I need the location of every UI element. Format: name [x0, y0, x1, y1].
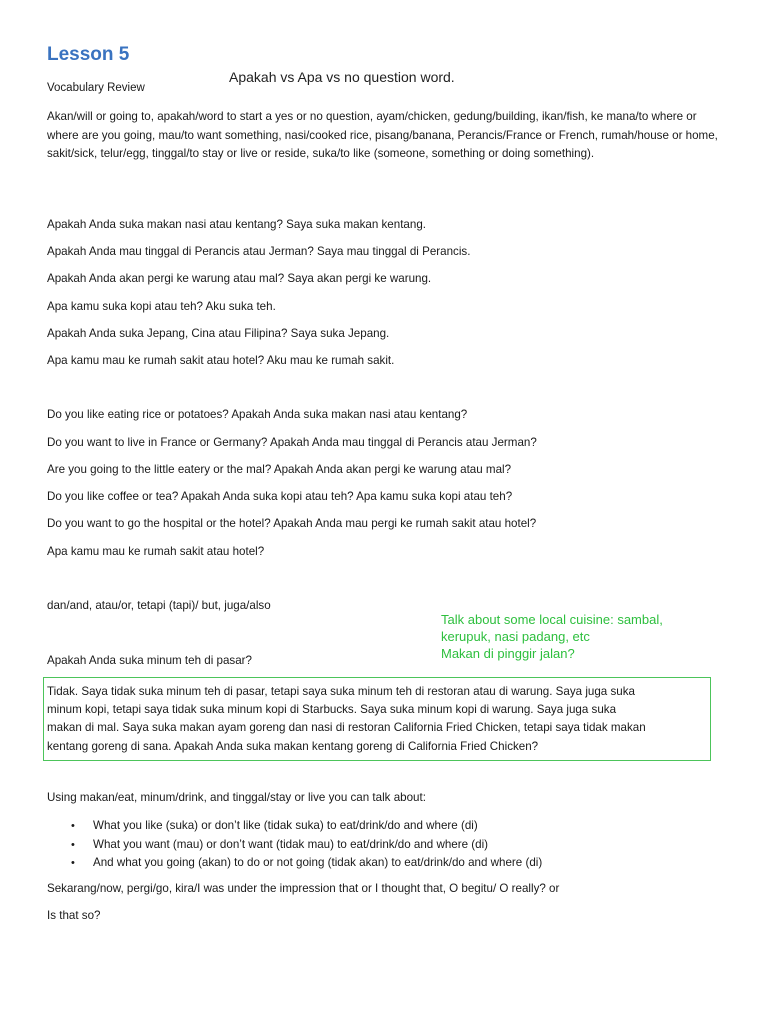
bullet-text: What you want (mau) or don’t want (tidak mau) to eat/drink/do and where (di): [93, 837, 489, 851]
section-label: Vocabulary Review: [47, 82, 145, 94]
conjunctions-line: dan/and, atau/or, tetapi (tapi)/ but, juga/also: [47, 599, 271, 612]
example-line: Apakah Anda suka Jepang, Cina atau Filipina? Saya suka Jepang.: [47, 327, 390, 340]
example-line: Apakah Anda mau tinggal di Perancis atau Jerman? Saya mau tinggal di Perancis.: [47, 245, 471, 258]
usage-intro: Using makan/eat, minum/drink, and tinggal/stay or live you can talk about:: [47, 791, 426, 804]
cuisine-note-line: kerupuk, nasi padang, etc: [441, 629, 590, 644]
bullet-item: [47, 817, 737, 836]
translation-line: Are you going to the little eatery or the mal? Apakah Anda akan pergi ke warung atau mal?: [47, 463, 512, 476]
translation-line: Do you want to go the hospital or the hotel? Apakah Anda mau pergi ke rumah sakit atau hotel?: [47, 517, 537, 530]
example-line: Apa kamu mau ke rumah sakit atau hotel? Aku mau ke rumah sakit.: [47, 354, 395, 367]
closing-line: Sekarang/now, pergi/go, kira/I was under the impression that or I thought that, O begitu/ O really? or: [47, 882, 560, 895]
example-line: Apakah Anda akan pergi ke warung atau mal? Saya akan pergi ke warung.: [47, 272, 432, 285]
answer-line: minum kopi, tetapi saya tidak suka minum kopi di Starbucks. Saya suka minum kopi di warung. Saya juga suka: [47, 703, 617, 717]
bullet-text: And what you going (akan) to do or not going (tidak akan) to eat/drink/do and where (di): [93, 856, 543, 869]
example-line: Apakah Anda suka makan nasi atau kentang? Saya suka makan kentang.: [47, 218, 426, 231]
bullet-dot-icon: •: [71, 838, 75, 851]
closing-line: Is that so?: [47, 909, 101, 922]
lesson-subtitle: Apakah vs Apa vs no question word.: [229, 69, 455, 85]
answer-line: Tidak. Saya tidak suka minum teh di pasar, tetapi saya suka minum teh di restoran atau di warung. Saya juga suka: [47, 685, 635, 698]
usage-bullet-list: [47, 817, 737, 873]
vocabulary-paragraph: Akan/will or going to, apakah/word to start a yes or no question, ayam/chicken, gedung/building, ikan/fish, ke mana/to where or where are you going, mau/to want something, nasi/cooked rice, pisang/banana, Perancis/France or French, rumah/house or home, sakit/sick, telur/egg, tinggal/to stay or live or reside, suka/to like (someone, something or doing something).: [47, 110, 718, 160]
answer-line: kentang goreng di sana. Apakah Anda suka makan kentang goreng di California Fried Chicken?: [47, 739, 539, 753]
answer-line: makan di mal. Saya suka makan ayam goreng dan nasi di restoran California Fried Chicken, tetapi saya tidak makan: [47, 721, 646, 735]
question-line: Apakah Anda suka minum teh di pasar?: [47, 654, 252, 667]
cuisine-note: [441, 611, 731, 662]
bullet-text: What you like (suka) or don’t like (tidak suka) to eat/drink/do and where (di): [93, 819, 478, 832]
translation-line: Do you want to live in France or Germany? Apakah Anda mau tinggal di Perancis atau Jerman?: [47, 436, 537, 449]
translation-line: Apa kamu mau ke rumah sakit atau hotel?: [47, 545, 265, 558]
bullet-item: [47, 854, 737, 873]
cuisine-note-line: Talk about some local cuisine: sambal,: [441, 612, 663, 627]
answer-box: [43, 677, 711, 761]
translation-line: Do you like coffee or tea? Apakah Anda suka kopi atau teh? Apa kamu suka kopi atau teh?: [47, 490, 513, 503]
bullet-dot-icon: •: [71, 820, 75, 832]
bullet-item: [47, 836, 737, 855]
translation-line: Do you like eating rice or potatoes? Apakah Anda suka makan nasi atau kentang?: [47, 408, 468, 421]
bullet-dot-icon: •: [71, 857, 75, 869]
cuisine-note-line: Makan di pinggir jalan?: [441, 646, 575, 661]
lesson-title: Lesson 5: [47, 44, 130, 65]
example-line: Apa kamu suka kopi atau teh? Aku suka teh.: [47, 300, 276, 313]
